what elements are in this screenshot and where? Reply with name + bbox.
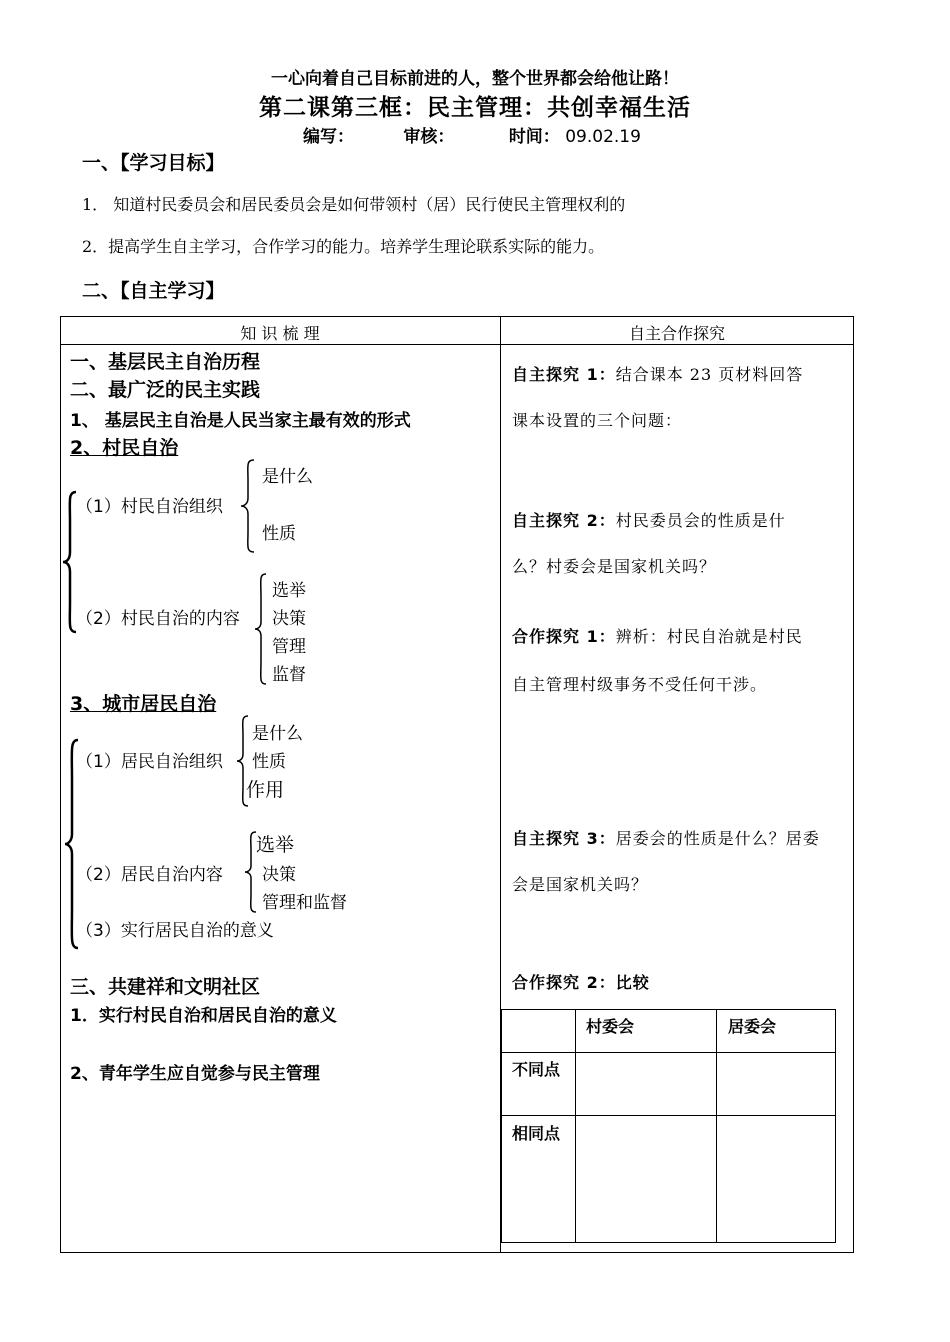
page-title: 第二课第三框：民主管理：共创幸福生活 <box>259 94 691 121</box>
time-label: 时间： <box>508 127 560 147</box>
village-content-brace <box>254 574 268 684</box>
compare-row-divider-1 <box>501 1052 836 1053</box>
knowledge-heading-1: 一、基层民主自治历程 <box>70 351 261 373</box>
left-column-header: 知 识 梳 理 <box>240 324 320 343</box>
urban-org-item-3: 作用 <box>246 779 285 801</box>
objective-2: 2．提高学生自主学习，合作学习的能力。培养学生理论联系实际的能力。 <box>82 237 605 256</box>
village-content-item-1: 选举 <box>272 581 306 601</box>
urban-org-label: （1）居民自治组织 <box>76 752 223 772</box>
explore-2-text-a: 村民委员会的性质是什 <box>615 511 786 530</box>
urban-content-label: （2）居民自治内容 <box>76 865 223 885</box>
knowledge-point-1: 1、 基层民主自治是人民当家主最有效的形式 <box>70 411 411 431</box>
cooperate-1-label: 合作探究 1： <box>512 627 616 646</box>
urban-content-item-3: 管理和监督 <box>262 893 347 913</box>
village-org-item-1: 是什么 <box>262 467 313 487</box>
explore-1-text-b: 课本设置的三个问题： <box>512 411 683 430</box>
village-org-brace <box>240 460 256 552</box>
reviewer-label: 审核： <box>403 127 455 147</box>
explore-3-text-a: 居委会的性质是什么？居委 <box>615 829 820 848</box>
village-heading: 2、村民自治 <box>70 437 179 459</box>
explore-2-text-b: 么？村委会是国家机关吗？ <box>512 557 717 576</box>
section1-heading: 一、【学习目标】 <box>82 152 225 174</box>
urban-org-item-2: 性质 <box>252 752 286 772</box>
explore-1-label: 自主探究 1： <box>512 365 616 384</box>
village-content-item-3: 管理 <box>272 637 306 657</box>
explore-3-text-b: 会是国家机关吗？ <box>512 875 649 894</box>
village-content-label: （2）村民自治的内容 <box>76 609 240 629</box>
explore-3-line-1 <box>512 826 820 849</box>
explore-1-line-1 <box>512 362 803 385</box>
objective-1: 1． 知道村民委员会和居民委员会是如何带领村（居）民行使民主管理权利的 <box>82 195 626 214</box>
village-content-item-4: 监督 <box>272 665 306 685</box>
urban-content-item-2: 决策 <box>262 865 296 885</box>
knowledge-point-4: 2、青年学生应自觉参与民主管理 <box>70 1064 320 1084</box>
table-header-divider <box>60 344 853 345</box>
compare-col-village: 村委会 <box>586 1017 635 1036</box>
urban-org-item-1: 是什么 <box>252 724 303 744</box>
right-column-header: 自主合作探究 <box>628 324 725 343</box>
cooperate-1-text-b: 自主管理村级事务不受任何干涉。 <box>512 675 768 694</box>
meta-line <box>303 122 641 147</box>
cooperate-2-text: 比较 <box>615 973 650 992</box>
compare-col-divider-2 <box>716 1009 717 1243</box>
knowledge-point-3: 1．实行村民自治和居民自治的意义 <box>70 1006 337 1026</box>
section2-heading: 二、【自主学习】 <box>82 280 225 302</box>
compare-row-divider-2 <box>501 1115 836 1116</box>
knowledge-heading-3: 三、共建祥和文明社区 <box>70 976 261 998</box>
cooperate-1-line-1 <box>512 624 803 647</box>
explore-2-label: 自主探究 2： <box>512 511 616 530</box>
village-org-label: （1）村民自治组织 <box>76 497 223 517</box>
compare-col-urban: 居委会 <box>728 1017 777 1036</box>
cooperate-2-label: 合作探究 2： <box>512 973 616 992</box>
knowledge-heading-2: 二、最广泛的民主实践 <box>70 379 261 401</box>
urban-meaning-label: （3）实行居民自治的意义 <box>76 921 274 941</box>
explore-3-label: 自主探究 3： <box>512 829 616 848</box>
editor-label: 编写： <box>303 127 354 147</box>
compare-col-divider-1 <box>575 1009 576 1243</box>
cooperate-1-text-a: 辨析：村民自治就是村民 <box>615 627 803 646</box>
urban-content-item-1: 选举 <box>256 834 295 856</box>
village-org-item-2: 性质 <box>262 524 296 544</box>
village-content-item-2: 决策 <box>272 609 306 629</box>
explore-2-line-1 <box>512 508 786 531</box>
motto: 一心向着自己目标前进的人，整个世界都会给他让路！ <box>271 69 679 89</box>
explore-1-text-a: 结合课本 23 页材料回答 <box>615 365 804 384</box>
urban-heading: 3、城市居民自治 <box>70 693 217 715</box>
compare-row-differences: 不同点 <box>512 1060 561 1079</box>
cooperate-2-line <box>512 970 650 993</box>
time-value: 09.02.19 <box>565 127 641 147</box>
compare-row-similarities: 相同点 <box>512 1124 561 1143</box>
